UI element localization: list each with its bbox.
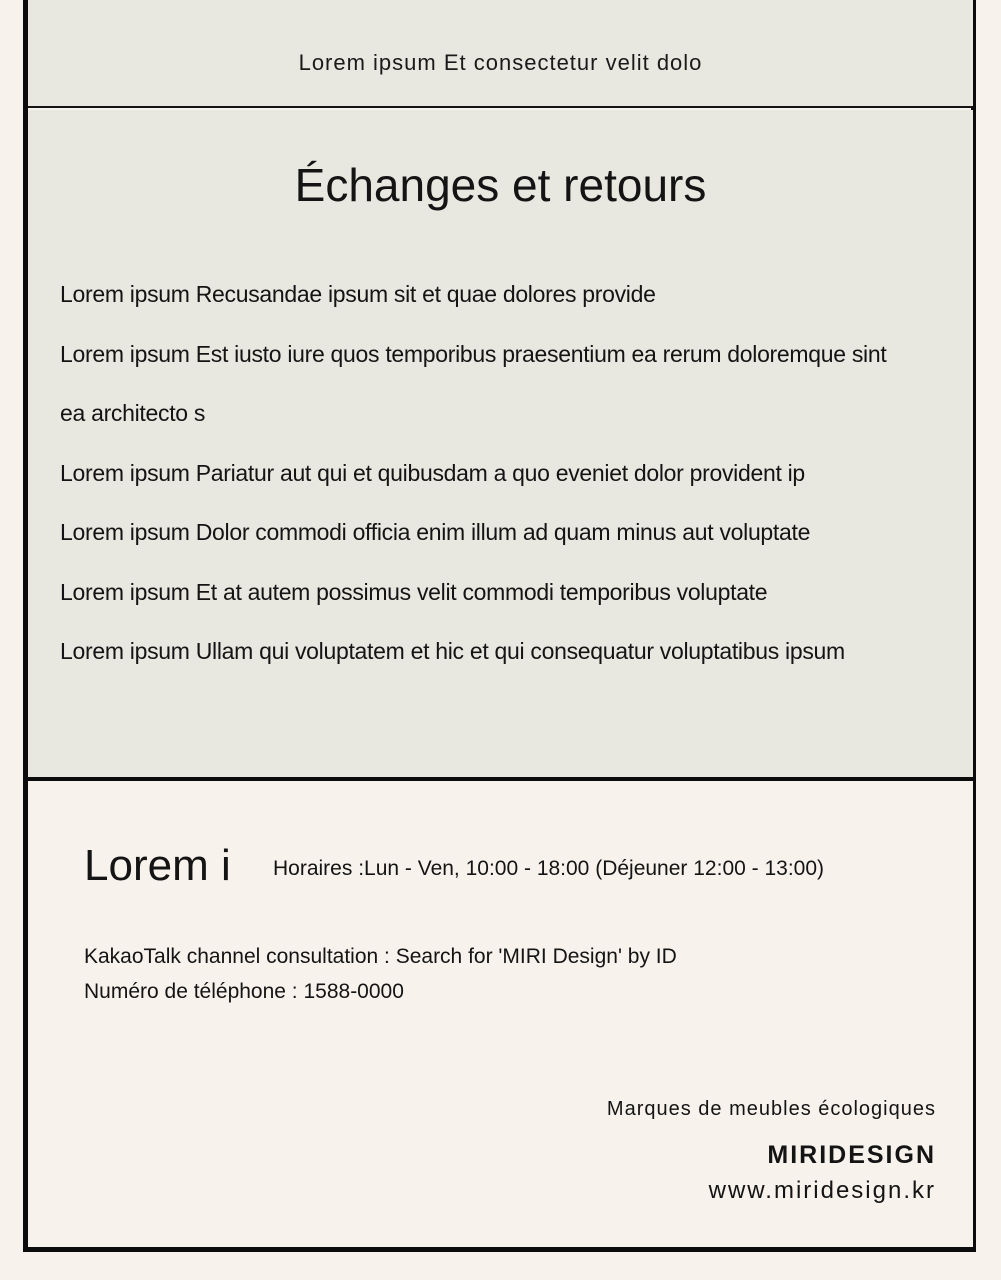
policy-line: Lorem ipsum Recusandae ipsum sit et quae dolores provide (60, 281, 656, 307)
exchange-returns-section (28, 110, 973, 777)
policy-line: Lorem ipsum Ullam qui voluptatem et hic et qui consequatur voluptatibus ipsum (60, 638, 845, 664)
brand-tagline: Marques de meubles écologiques (606, 1098, 936, 1120)
policy-line: Lorem ipsum Et at autem possimus velit commodi temporibus voluptate (60, 578, 768, 605)
policy-line: Lorem ipsum Dolor commodi officia enim illum ad quam minus aut voluptate (60, 519, 811, 545)
contact-heading: Lorem i (84, 841, 231, 890)
brand-url: www.miridesign.kr (708, 1177, 936, 1204)
top-banner (28, 0, 973, 108)
section-title: Échanges et retours (294, 159, 707, 211)
contact-section (28, 781, 973, 1247)
policy-line: Lorem ipsum Pariatur aut qui et quibusdam a quo eveniet dolor provident ip (60, 459, 805, 486)
policy-line: ea architecto s (60, 400, 206, 426)
brand-logo: MIRIDESIGN (767, 1141, 936, 1169)
phone-number: Numéro de téléphone : 1588-0000 (84, 980, 404, 1003)
policy-list (60, 265, 950, 682)
banner-text: Lorem ipsum Et consectetur velit dolo (298, 50, 703, 75)
kakao-consultation: KakaoTalk channel consultation : Search for 'MIRI Design' by ID (84, 945, 677, 968)
policy-line: Lorem ipsum Est iusto iure quos temporibus praesentium ea rerum doloremque sint (60, 340, 887, 367)
business-hours: Horaires :Lun - Ven, 10:00 - 18:00 (Déjeuner 12:00 - 13:00) (273, 857, 825, 880)
